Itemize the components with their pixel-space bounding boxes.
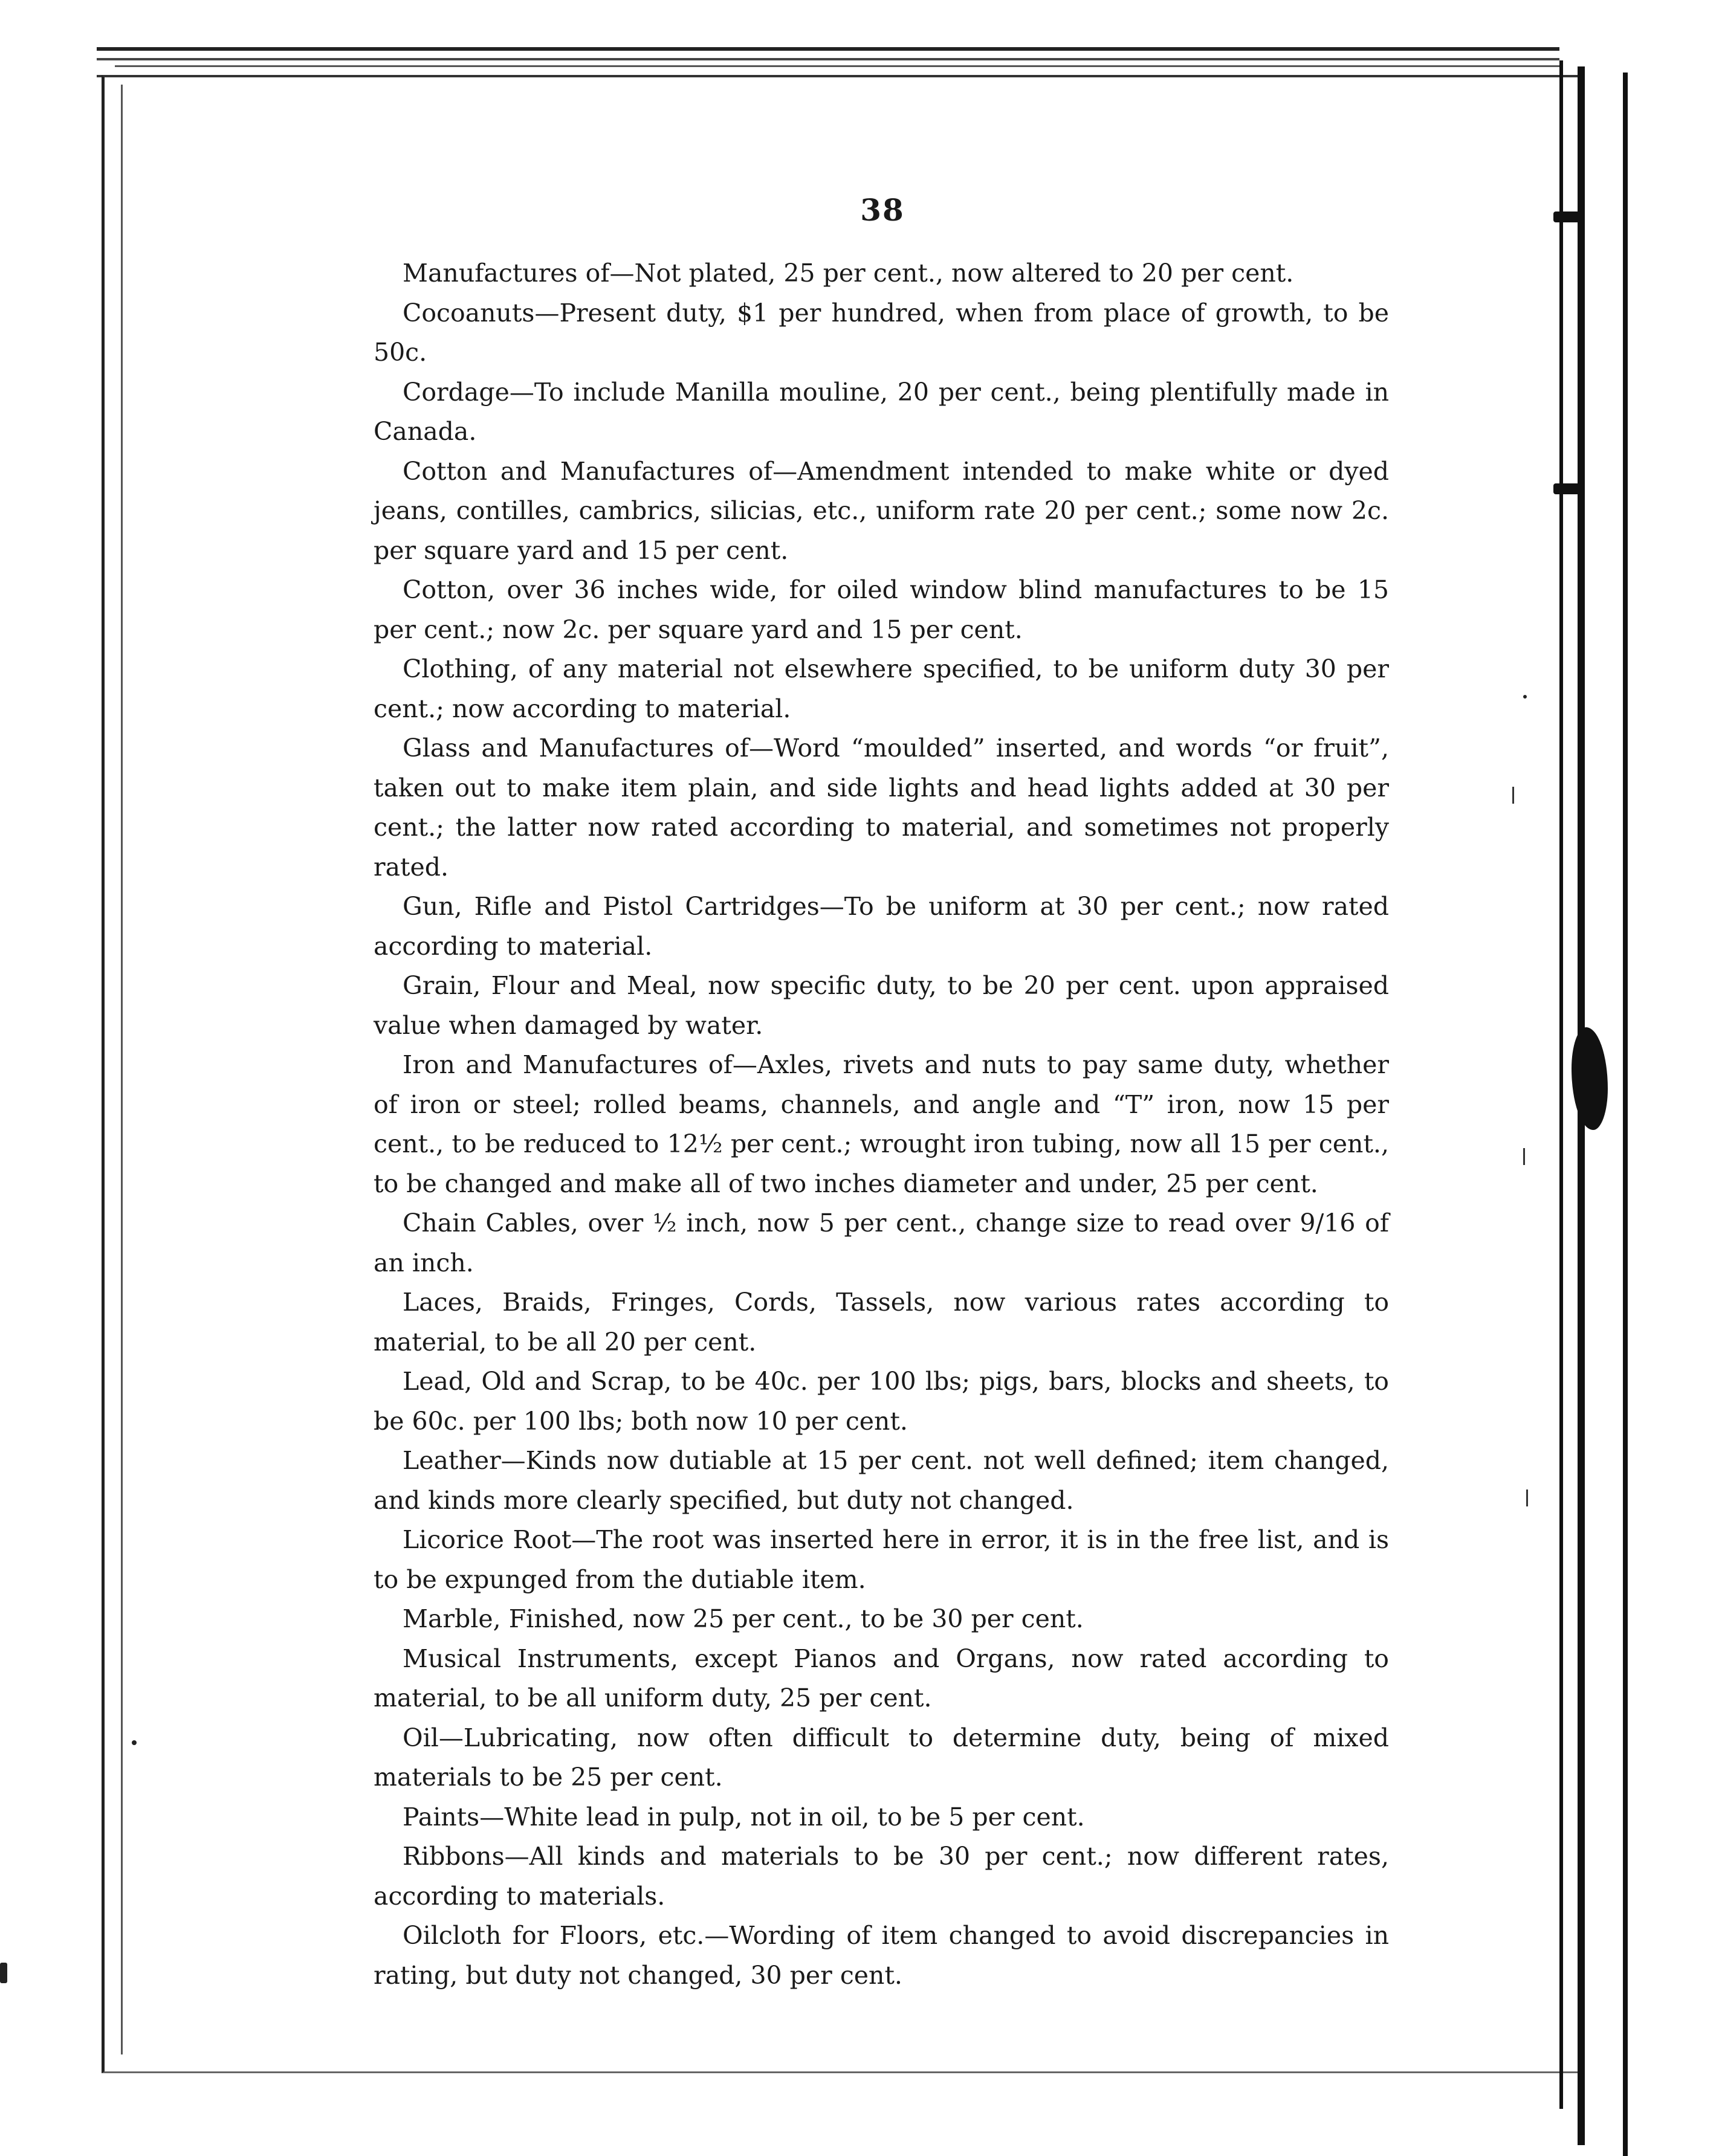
scan-speck	[1523, 695, 1527, 699]
binding-clip	[1553, 483, 1581, 494]
entry-paragraph: Leather—Kinds now dutiable at 15 per cent. not well defined; item changed, and kinds more clearly specified, but duty not changed.	[374, 1446, 1389, 1515]
scan-speck	[0, 1963, 7, 1983]
scan-speck	[132, 1740, 137, 1745]
page-inner-edge	[121, 85, 123, 2054]
entry-paragraph: Cocoanuts—Present duty, $1 per hundred, when from place of growth, to be 50c.	[374, 298, 1389, 367]
entry-paragraph: Manufactures of—Not plated, 25 per cent., now altered to 20 per cent.	[403, 259, 1294, 288]
entry-paragraph: Ribbons—All kinds and materials to be 30 per cent.; now different rates, according to materials.	[374, 1842, 1389, 1911]
next-page-edge	[1623, 73, 1634, 2156]
entry-paragraph: Oil—Lubricating, now often difficult to determine duty, being of mixed materials to be 25 per cent.	[374, 1723, 1389, 1792]
entry-paragraph: Cotton, over 36 inches wide, for oiled window blind manufactures to be 15 per cent.; now 2c. per square yard and 15 per cent.	[374, 575, 1389, 644]
entry-paragraph: Glass and Manufactures of—Word “moulded” inserted, and words “or fruit”, taken out to make item plain, and side lights and head lights added at 30 per cent.; the latter now rated according to material, and sometimes not properly rated.	[374, 734, 1389, 882]
entry-paragraph: Oilcloth for Floors, etc.—Wording of item changed to avoid discrepancies in rating, but duty not changed, 30 per cent.	[374, 1921, 1389, 1990]
scan-mark	[1512, 787, 1514, 804]
entry-paragraph: Cordage—To include Manilla mouline, 20 per cent., being plentifully made in Canada.	[374, 377, 1389, 446]
entry-paragraph: Marble, Finished, now 25 per cent., to be 30 per cent.	[403, 1604, 1084, 1633]
scan-mark	[1526, 1490, 1528, 1506]
entry-paragraph: Musical Instruments, except Pianos and Organs, now rated according to material, to be all uniform duty, 25 per cent.	[374, 1644, 1389, 1712]
entry-paragraph: Lead, Old and Scrap, to be 40c. per 100 lbs; pigs, bars, blocks and sheets, to be 60c. per 100 lbs; both now 10 per cent.	[374, 1367, 1389, 1436]
page-number: 38	[860, 192, 905, 228]
entry-paragraph: Iron and Manufactures of—Axles, rivets and nuts to pay same duty, whether of iron or steel; rolled beams, channels, and angle and “T” iron, now 15 per cent., to be reduced to 12½ per cent.; wrought iron tubing, now all 15 per cent., to be changed and make all of two inches diameter and under, 25 per cent.	[374, 1050, 1389, 1198]
entry-paragraph: Paints—White lead in pulp, not in oil, to be 5 per cent.	[403, 1802, 1085, 1832]
page-body	[374, 254, 1389, 1995]
entry-paragraph: Chain Cables, over ½ inch, now 5 per cent., change size to read over 9/16 of an inch.	[374, 1209, 1389, 1277]
entry-paragraph: Clothing, of any material not elsewhere specified, to be uniform duty 30 per cent.; now according to material.	[374, 654, 1389, 723]
entry-paragraph: Licorice Root—The root was inserted here in error, it is in the free list, and is to be expunged from the dutiable item.	[374, 1525, 1389, 1594]
scan-mark	[1523, 1148, 1525, 1165]
binding-clip	[1553, 211, 1581, 222]
entry-paragraph: Gun, Rifle and Pistol Cartridges—To be uniform at 30 per cent.; now rated according to material.	[374, 892, 1389, 961]
entry-paragraph: Cotton and Manufactures of—Amendment intended to make white or dyed jeans, contilles, cambrics, silicias, etc., uniform rate 20 per cent.; some now 2c. per square yard and 15 per cent.	[374, 456, 1389, 565]
entry-paragraph: Laces, Braids, Fringes, Cords, Tassels, now various rates according to material, to be all 20 per cent.	[374, 1288, 1389, 1357]
entry-paragraph: Grain, Flour and Meal, now specific duty, to be 20 per cent. upon appraised value when damaged by water.	[374, 971, 1389, 1040]
page-edge-stack	[97, 47, 1559, 77]
